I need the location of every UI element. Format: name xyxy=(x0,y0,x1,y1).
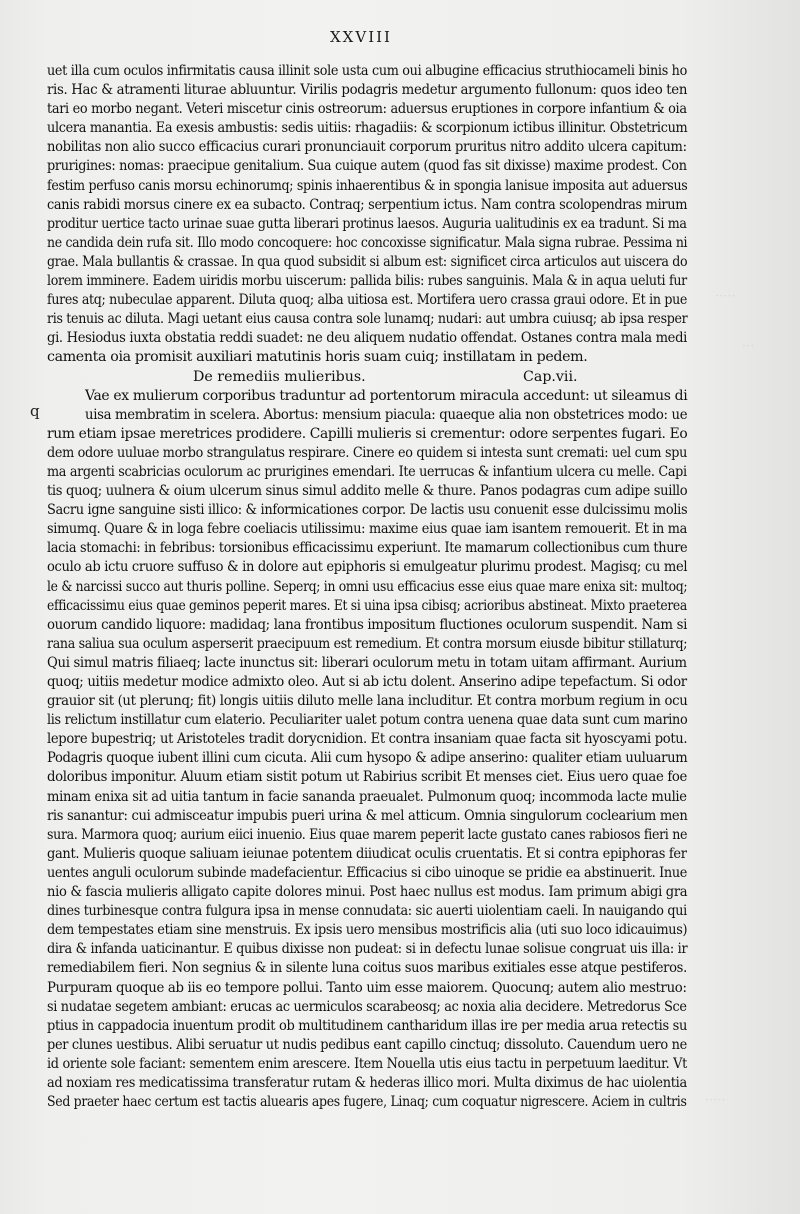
text-line: lacia stomachi: in febribus: torsionibus efficacissimu experiunt. Ite mamarum collectionibus cum thure xyxy=(47,540,688,557)
text-line: camenta oia promisit auxiliari matutinis horis suam cuiq; instillatam in pedem. xyxy=(47,349,588,366)
guide-letter: q xyxy=(30,402,40,420)
text-line: tari eo morbo negant. Veteri miscetur cinis ostreorum: aduersus eruptiones in corpore infantium & oia xyxy=(47,101,687,118)
text-line: per clunes uestibus. Alibi seruatur ut nudis pedibus eant capillo cinctuq; dissoluto. Cauendum uero ne xyxy=(47,1036,687,1053)
text-line: Sed praeter haec certum est tactis aluearis apes fugere, Linaq; cum coquatur nigrescere. Aciem in cultris xyxy=(47,1094,687,1111)
text-line: gant. Mulieris quoque saliuam ieiunae potentem diiudicat oculis cruentatis. Et si contra epiphoras fer xyxy=(47,845,687,862)
text-line: lorem imminere. Eadem uiridis morbu uiscerum: pallida bilis: rubes sanguinis. Mala & in aqua ueluti fur xyxy=(47,273,687,290)
text-line: simumq. Quare & in loga febre coeliacis utilissimu: maxime eius quae iam isantem remouerit. Et in ma xyxy=(47,521,687,538)
text-line: ris sanantur: cui admisceatur impubis pueri urina & mel atticum. Omnia singulorum coclearium men xyxy=(47,807,688,824)
text-line: nio & fascia mulieris alligato capite dolores minui. Post haec nullus est modus. Iam primum abigi gra xyxy=(47,884,688,901)
text-line: Podagris quoque iubent illini cum cicuta. Alii cum hysopo & adipe anserino: qualiter etiam uuluarum xyxy=(47,750,688,767)
text-line: gi. Hesiodus iuxta obstatia reddi suadet: ne deu aliquem nudatio offendat. Ostanes contra mala medi xyxy=(47,330,688,347)
show-through-mark: ··· xyxy=(742,339,755,354)
text-line: ris. Hac & atramenti liturae abluuntur. Virilis podagris medetur argumento fullonum: quos ideo ten xyxy=(47,82,688,99)
text-line: grae. Mala bullantis & crassae. In qua quod subsidit si album est: significet circa articulos aut uiscera do xyxy=(47,253,688,270)
text-line: Purpuram quoque ab iis eo tempore pollui. Tanto uim esse maiorem. Quocunq; autem alio mestruo: xyxy=(47,979,687,996)
folio-number: XXVIII xyxy=(330,28,392,46)
chapter-label: Cap.vii. xyxy=(523,368,578,385)
text-line: Qui simul matris filiaeq; lacte inunctus sit: liberari oculorum metu in totam uitam affirmant. Aurium xyxy=(47,654,687,671)
text-line: oculo ab ictu cruore suffuso & in dolore aut epiphoris si emulgeatur plurimu prodest. Magisq; cu mel xyxy=(47,559,688,576)
show-through-mark: ····· xyxy=(705,1093,726,1108)
text-line: rana saliua sua oculum asperserit praecipuum est remedium. Et contra morsum eiusde bibitur stillaturq; xyxy=(47,635,688,652)
text-line: dem tempestates etiam sine menstruis. Ex ipsis uero mensibus mostrificis alia (uti suo loco idicauimus) xyxy=(47,922,688,939)
text-line: sura. Marmora quoq; aurium eiici inuenio. Eius quae marem peperit lacte gustato canes rabiosos fieri ne xyxy=(47,826,688,843)
show-through-mark: ····· xyxy=(715,289,736,304)
text-line: lepore bupestriq; ut Aristoteles tradit dorycnidion. Et contra insaniam quae facta sit hyoscyami potu. xyxy=(47,731,688,748)
text-line: nobilitas non alio succo efficacius curari pronunciauit corporum pruritus nitro addito ulcera capitum: xyxy=(47,139,687,156)
text-line: ulcera manantia. Ea exesis ambustis: sedis uitiis: rhagadiis: & scorpionum ictibus illinitur. Obstetricum xyxy=(47,120,688,137)
text-line: minam enixa sit ad uitia tantum in facie sananda praeualet. Pulmonum quoq; incommoda lacte mulie xyxy=(47,788,687,805)
text-line: le & narcissi succo aut thuris polline. Seperq; in omni usu efficacius esse eius quae mare enixa sit: multoq; xyxy=(47,578,688,595)
text-line: remediabilem fieri. Non segnius & in silente luna coitus suos maribus exitiales esse atque pestiferos. xyxy=(47,960,687,977)
text-line: festim perfuso canis morsu echinorumq; spinis inhaerentibus & in spongia lanisue imposita aut aduersus xyxy=(47,177,688,194)
text-line: quoq; uitiis medetur modice admixto oleo. Aut si ab ictu dolent. Anserino adipe tepefactum. Si odor xyxy=(47,674,687,690)
text-line: efficacissimu eius quae geminos peperit mares. Et si uina ipsa cibisq; acrioribus abstineat. Mixto praeterea xyxy=(47,597,687,614)
section-title: De remediis mulieribus. xyxy=(193,368,366,385)
text-line: id oriente sole faciant: sementem enim arescere. Item Nouella utis eius tactu in perpetuum laeditur. Vt xyxy=(47,1055,687,1072)
text-line: canis rabidi morsus cinere ex ea subacto. Contraq; serpentium ictus. Nam contra scolopendras mirum xyxy=(47,196,688,213)
text-line: proditur uertice tacto urinae suae gutta liberari protinus laesos. Auguria ualitudinis ex ea tradunt. Si ma xyxy=(47,215,687,232)
text-line: Sacru igne sanguine sisti illico: & informicationes corpor. De lactis usu conuenit esse dulcissimu molis xyxy=(47,502,688,519)
text-line: uet illa cum oculos infirmitatis causa illinit sole usta cum oui albugine efficacius struthiocameli binis ho xyxy=(47,63,687,79)
text-line: dira & infanda uaticinantur. E quibus dixisse non pudeat: si in defectu lunae solisue congruat uis illa: ir xyxy=(47,941,688,958)
text-line: lis relictum instillatur cum elaterio. Peculiariter ualet potum contra uenena quae data sunt cum marino xyxy=(47,712,688,729)
text-line: tis quoq; uulnera & oium ulcerum sinus simul addito melle & thure. Panos podagras cum adipe suillo xyxy=(47,483,688,500)
text-line: dines turbinesque contra fulgura ipsa in mense connudata: sic auerti uiolentiam caeli. In nauigando qui xyxy=(47,903,687,920)
text-line: ouorum candido liquore: madidaq; lana frontibus impositum fluctiones oculorum suspendit. Nam si xyxy=(47,616,688,633)
text-line: grauior sit (ut plerunq; fit) longis uitiis diluto melle lana includitur. Et contra morbum regium in ocu xyxy=(47,693,688,710)
text-line: ad noxiam res medicatissima transferatur rutam & hederas illico mori. Multa diximus de hac uiolentia xyxy=(47,1074,687,1091)
text-line: ris tenuis ac diluta. Magi uetant eius causa contra sole lunamq; nudari: aut umbra cuiusq; ab ipsa resper xyxy=(47,311,688,328)
text-line: si nudatae segetem ambiant: erucas ac uermiculos scarabeosq; ac noxia alia decidere. Metredorus Sce xyxy=(47,998,687,1015)
text-line: uentes anguli oculorum subinde madefacientur. Efficacius si cibo uinoque se pridie ea abstinuerit. Inue xyxy=(47,864,688,881)
text-line: doloribus imponitur. Aluum etiam sistit potum ut Rabirius scribit Et menses ciet. Eius uero quae foe xyxy=(47,769,688,786)
text-line: dem odore uuluae morbo strangulatus respirare. Cinere eo quidem si intesta sunt cremati: uel cum spu xyxy=(47,444,687,461)
text-block xyxy=(47,62,687,1112)
text-lines-after xyxy=(47,387,687,1113)
text-line: prurigines: nomas: praecipue genitalium. Sua cuique autem (quod fas sit dixisse) maxime prodest. Con xyxy=(47,158,687,175)
text-line: ne candida dein rufa sit. Illo modo concoquere: hoc concoxisse significatur. Mala signa rubrae. Pessima ni xyxy=(47,234,688,251)
text-line: ptius in cappadocia inuentum prodit ob multitudinem cantharidum illas ire per media arua retectis su xyxy=(47,1017,688,1034)
text-lines-before xyxy=(47,62,687,368)
text-line: ma argenti scabricias oculorum ac prurigines emendari. Ite uerrucas & infantium ulcera cu melle. Capi xyxy=(47,463,687,480)
text-line: fures atq; nubeculae apparent. Diluta quoq; alba uitiosa est. Mortifera uero crassa graui odore. Et in pue xyxy=(47,292,688,309)
section-heading xyxy=(47,368,687,387)
text-line: rum etiam ipsae meretrices prodidere. Capilli mulieris si crementur: odore serpentes fugari. Eo xyxy=(47,425,688,442)
text-line: uisa membratim in scelera. Abortus: mensium piacula: quaeque alia non obstetrices modo: ue xyxy=(85,406,688,423)
text-line: Vae ex mulierum corporibus traduntur ad portentorum miracula accedunt: ut sileamus di xyxy=(85,387,688,404)
